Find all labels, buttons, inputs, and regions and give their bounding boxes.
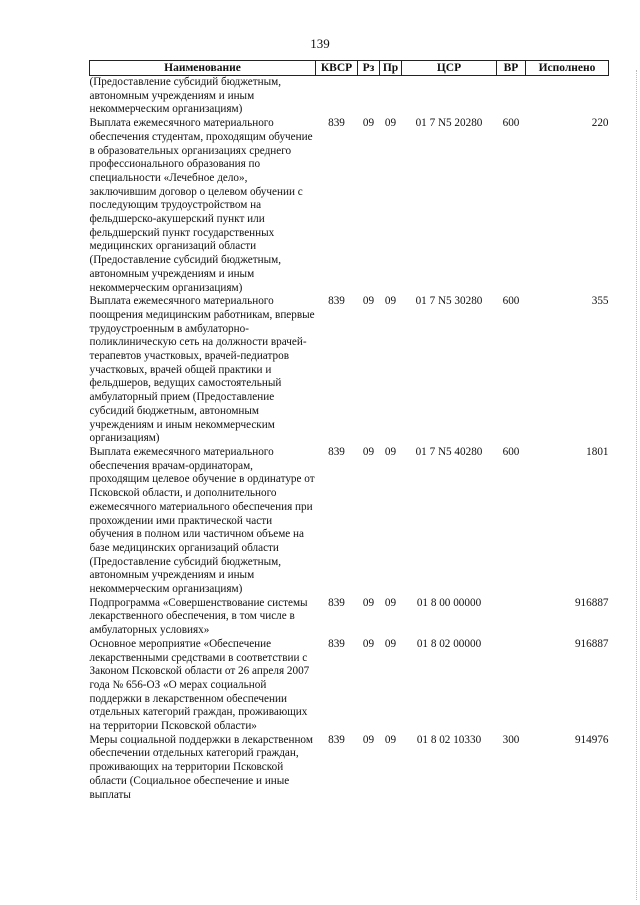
row-pr xyxy=(380,76,402,118)
table-row xyxy=(90,597,609,638)
row-rz: 09 xyxy=(362,295,375,308)
row-pr: 09 xyxy=(384,596,397,609)
row-pr: 09 xyxy=(384,117,397,130)
row-csr: 01 8 02 10330 xyxy=(416,733,482,746)
table-row xyxy=(90,638,609,734)
row-executed: 914976 xyxy=(574,733,609,746)
row-rz: 09 xyxy=(362,117,375,130)
table-header-row xyxy=(90,61,609,76)
row-rz: 09 xyxy=(362,596,375,609)
table-row xyxy=(90,76,609,118)
row-kvsr: 839 xyxy=(328,445,345,458)
row-csr: 01 7 N5 30280 xyxy=(415,295,483,308)
row-executed xyxy=(526,76,609,118)
table-row xyxy=(90,446,609,597)
row-pr: 09 xyxy=(384,733,397,746)
row-csr: 01 8 00 00000 xyxy=(416,596,482,609)
table-row xyxy=(90,117,609,295)
row-pr: 09 xyxy=(384,445,397,458)
row-kvsr: 839 xyxy=(328,117,345,130)
row-rz: 09 xyxy=(362,637,375,650)
row-vr: 600 xyxy=(502,117,520,130)
header-kvsr: КВСР xyxy=(316,61,358,76)
row-name: (Предоставление субсидий бюджетным, автономным учреждениям и иным некоммерческим организациям) xyxy=(89,76,282,116)
row-name: Выплата ежемесячного материального обеспечения студентам, проходящим обучение в образовательных организациях среднего профессионального образования по специальности «Лечебное дело», заключившим договор о целевом обучении с последующим трудоустройством на фельдшерско-акушерский пункт или фельдшерский пункт государственных медицинских организаций области (Предоставление субсидий бюджетным, автономным учреждениям и иным некоммерческим организациям) xyxy=(89,117,313,294)
row-executed: 916887 xyxy=(574,637,609,650)
row-name: Выплата ежемесячного материального поощрения медицинским работникам, впервые трудоустроенным в амбулаторно-поликлиническую сеть на должности врачей-терапевтов участковых, врачей-педиатров участковых, врачей общей практики и фельдшеров, ведущих самостоятельный амбулаторный прием (Предоставление субсидий бюджетным, автономным учреждениям и иным некоммерческим организациям) xyxy=(89,295,315,445)
header-pr: Пр xyxy=(380,61,402,76)
row-pr: 09 xyxy=(384,637,397,650)
row-csr: 01 7 N5 40280 xyxy=(415,445,483,458)
row-executed: 220 xyxy=(591,117,609,130)
header-vr: ВР xyxy=(497,61,526,76)
table-row xyxy=(90,295,609,446)
table-row xyxy=(90,734,609,803)
row-name: Выплата ежемесячного материального обеспечения врачам-ординаторам, проходящим целевое обучение в ординатуре от Псковской области, и дополнительного ежемесячного материального обеспечения при прохождении ими практической части обучения в полном или частичном объеме на базе медицинских организаций области (Предоставление субсидий бюджетным, автономным учреждениям и иным некоммерческим организациям) xyxy=(89,445,315,596)
header-executed: Исполнено xyxy=(526,61,609,76)
row-name: Подпрограмма «Совершенствование системы лекарственного обеспечения, в том числе в амбулаторных условиях» xyxy=(89,596,308,637)
row-kvsr: 839 xyxy=(328,637,345,650)
row-vr xyxy=(497,76,526,118)
row-vr: 600 xyxy=(502,295,520,308)
row-csr: 01 7 N5 20280 xyxy=(415,117,483,130)
scan-edge-marks xyxy=(633,70,637,900)
row-kvsr: 839 xyxy=(328,596,345,609)
row-rz xyxy=(358,76,380,118)
row-executed: 355 xyxy=(591,295,609,308)
row-vr xyxy=(497,597,526,638)
row-pr: 09 xyxy=(384,295,397,308)
header-rz: Рз xyxy=(358,61,380,76)
row-name: Основное мероприятие «Обеспечение лекарственными средствами в соответствии с Законом Псковской области от 26 апреля 2007 года № 656-ОЗ «О мерах социальной поддержки в лекарственном обеспечении отдельных категорий граждан, проживающих на территории Псковской области» xyxy=(89,637,310,733)
row-kvsr xyxy=(316,76,358,118)
row-kvsr: 839 xyxy=(328,295,345,308)
row-vr xyxy=(497,638,526,734)
row-csr: 01 8 02 00000 xyxy=(416,637,482,650)
row-executed: 916887 xyxy=(574,596,609,609)
header-csr: ЦСР xyxy=(402,61,497,76)
row-rz: 09 xyxy=(362,733,375,746)
budget-table xyxy=(89,60,609,802)
row-vr: 600 xyxy=(502,445,520,458)
row-csr xyxy=(402,76,497,118)
row-vr: 300 xyxy=(502,733,520,746)
row-rz: 09 xyxy=(362,445,375,458)
row-executed: 1801 xyxy=(586,445,609,458)
row-name: Меры социальной поддержки в лекарственном обеспечении отдельных категорий граждан, проживающих на территории Псковской области (Социальное обеспечение и иные выплаты xyxy=(89,733,313,801)
page-number: 139 xyxy=(310,36,330,51)
row-kvsr: 839 xyxy=(328,733,345,746)
header-name: Наименование xyxy=(90,61,316,76)
